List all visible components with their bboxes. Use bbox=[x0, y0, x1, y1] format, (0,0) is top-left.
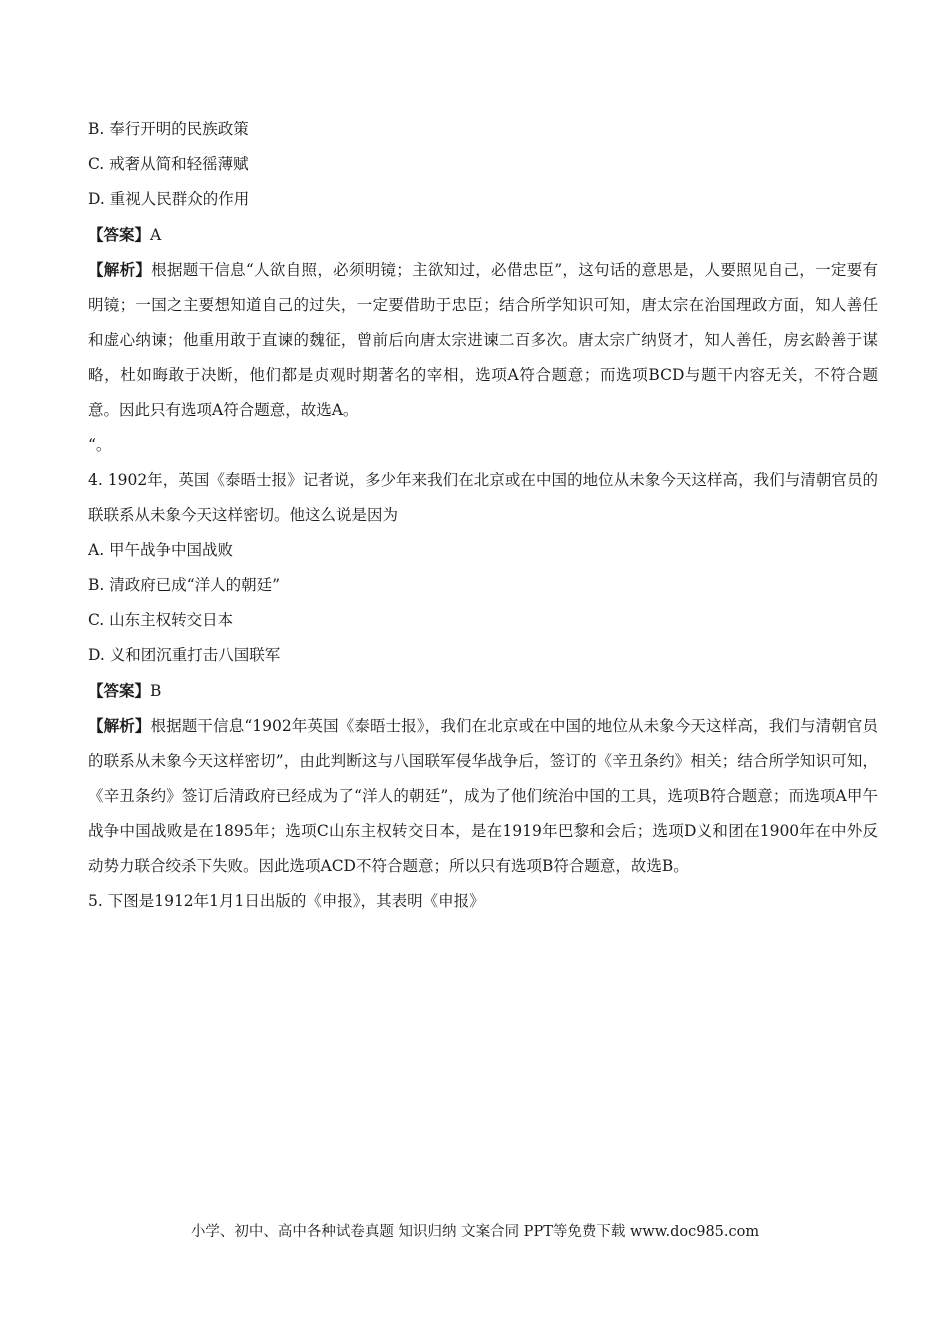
document-body bbox=[88, 112, 878, 919]
q4-stem: 4. 1902年，英国《泰晤士报》记者说，多少年来我们在北京或在中国的地位从未象今天这样高，我们与清朝官员的联联系从未象今天这样密切。他这么说是因为 bbox=[88, 471, 878, 524]
q4-option-d: D. 义和团沉重打击八国联军 bbox=[88, 646, 281, 664]
q3-option-b: B. 奉行开明的民族政策 bbox=[88, 120, 249, 138]
q3-answer-value: A bbox=[150, 226, 162, 244]
q3-option-c: C. 戒奢从简和轻徭薄赋 bbox=[88, 155, 249, 173]
q4-option-a: A. 甲午战争中国战败 bbox=[88, 541, 234, 559]
q4-answer bbox=[88, 673, 878, 708]
q4-analysis-label: 【解析】 bbox=[88, 716, 151, 735]
q3-answer-label: 【答案】 bbox=[88, 225, 151, 244]
q3-analysis bbox=[88, 252, 878, 428]
q4-answer-value: B bbox=[150, 682, 162, 700]
q3-analysis-text: 根据题干信息“人欲自照，必须明镜；主欲知过，必借忠臣”，这句话的意思是，人要照见自己，一定要有明镜；一国之主要想知道自己的过失，一定要借助于忠臣；结合所学知识可知，唐太宗在治国理政方面，知人善任和虚心纳谏；他重用敢于直谏的魏征，曾前后向唐太宗进谏二百多次。唐太宗广纳贤才，知人善任，房玄龄善于谋略，杜如晦敢于决断，他们都是贞观时期著名的宰相，选项A符合题意；而选项BCD与题干内容无关，不符合题意。因此只有选项A符合题意，故选A。 bbox=[88, 261, 878, 419]
q3-stray-mark: “。 bbox=[88, 436, 112, 454]
q3-analysis-label: 【解析】 bbox=[88, 260, 152, 279]
q5-stem: 5. 下图是1912年1月1日出版的《申报》，其表明《申报》 bbox=[88, 892, 485, 910]
q4-answer-label: 【答案】 bbox=[88, 681, 151, 700]
page-footer: 小学、初中、高中各种试卷真题 知识归纳 文案合同 PPT等免费下载 www.doc985.com bbox=[190, 1224, 760, 1240]
q4-option-c: C. 山东主权转交日本 bbox=[88, 611, 234, 629]
q3-answer bbox=[88, 217, 878, 252]
q4-option-b: B. 清政府已成“洋人的朝廷” bbox=[88, 576, 281, 594]
q3-option-d: D. 重视人民群众的作用 bbox=[88, 190, 250, 208]
q4-analysis-text: 根据题干信息“1902年英国《泰晤士报》，我们在北京或在中国的地位从未象今天这样高，我们与清朝官员的联系从未象今天这样密切”，由此判断这与八国联军侵华战争后，签订的《辛丑条约》相关；结合所学知识可知，《辛丑条约》签订后清政府已经成为了“洋人的朝廷”，成为了他们统治中国的工具，选项B符合题意；而选项A甲午战争中国战败是在1895年；选项C山东主权转交日本，是在1919年巴黎和会后；选项D义和团在1900年在中外反动势力联合绞杀下失败。因此选项ACD不符合题意；所以只有选项B符合题意，故选B。 bbox=[88, 717, 878, 875]
q4-analysis bbox=[88, 708, 878, 884]
